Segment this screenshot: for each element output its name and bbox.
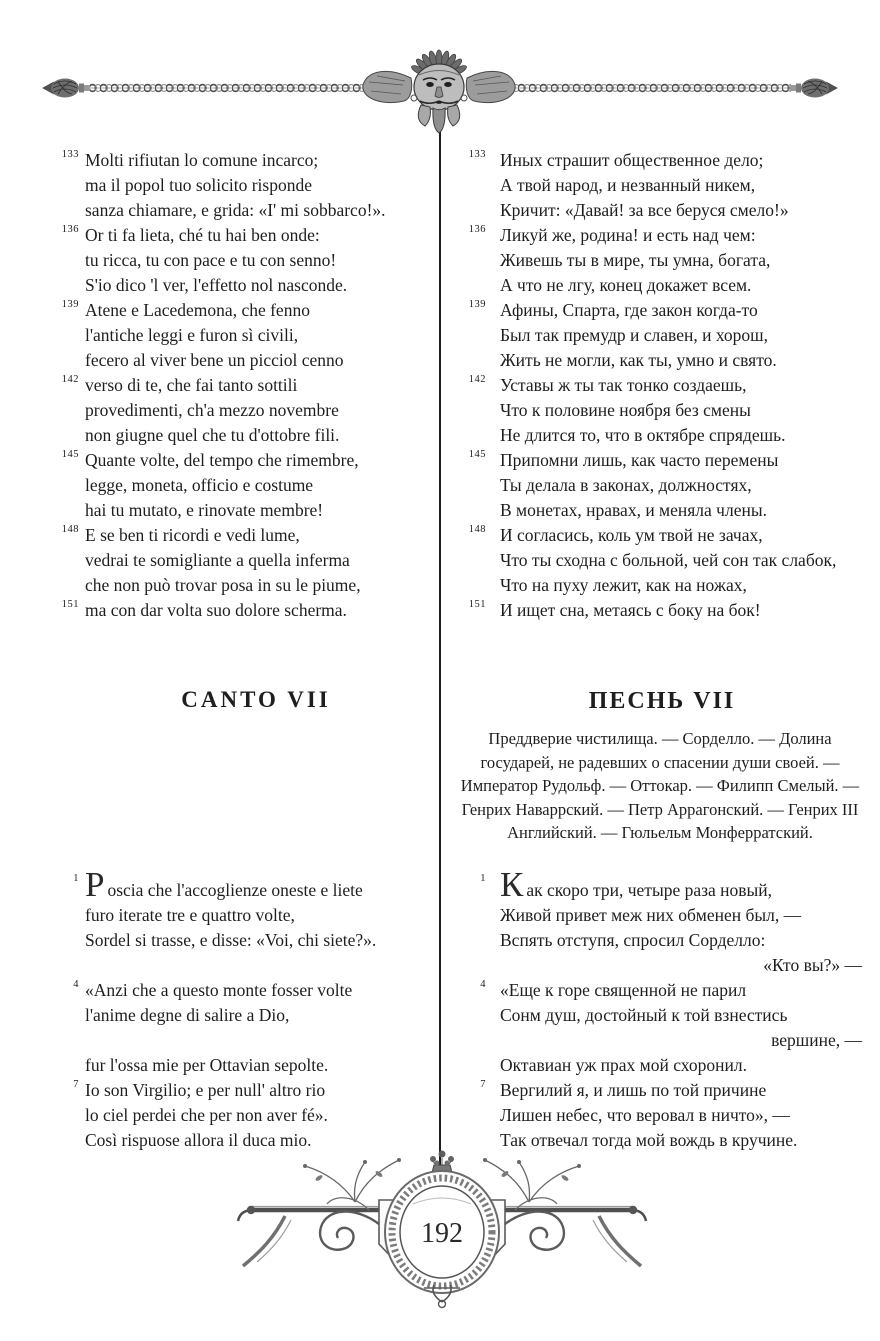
verse-line-text: oscia che l'accoglienze oneste e liete <box>107 880 363 900</box>
argument-line: государей, не радевших о спасении души своей. — <box>480 752 840 772</box>
verse-line <box>85 865 431 904</box>
verse-line: fur l'ossa mie per Ottavian sepolte. <box>85 1055 329 1075</box>
verse-line: Был так премудр и славен, и хорош, <box>500 325 769 345</box>
verse-number: 151 <box>468 599 486 610</box>
tercet <box>55 523 431 598</box>
footer-scrollwork-right <box>475 1158 646 1266</box>
italian-column-bottom <box>55 865 431 1153</box>
verse-line: E se ben ti ricordi e vedi lume, <box>85 525 300 545</box>
verse-line <box>85 953 431 978</box>
verse-line: Or ti fa lieta, ché tu hai ben onde: <box>85 225 320 245</box>
verse-number: 148 <box>468 524 486 535</box>
mask-wing-right <box>466 71 515 102</box>
verse-line: ma il popol tuo solicito risponde <box>85 175 312 195</box>
tercet <box>462 148 862 223</box>
verse-line: Ты делала в законах, должностях, <box>500 475 752 495</box>
russian-column-top <box>462 148 862 623</box>
tercet <box>55 598 431 623</box>
argument-line: Император Рудольф. — Оттокар. — Филипп Смелый. — <box>460 776 860 795</box>
verse-line <box>85 1028 431 1053</box>
column-divider-rule <box>439 115 441 1173</box>
verse-line: Что ты сходна с больной, чей сон так слабок, <box>500 550 837 570</box>
tercet <box>55 1078 431 1153</box>
verse-number: 142 <box>468 374 486 385</box>
canto-heading-russian: ПЕСНЬ VII <box>588 687 736 714</box>
italian-column-top <box>55 148 431 623</box>
tercet <box>462 373 862 448</box>
footer-cartouche-ornament <box>227 1150 657 1310</box>
tercet <box>462 598 862 623</box>
verse-line: Io son Virgilio; e per null' altro rio <box>85 1080 326 1100</box>
verse-line: S'io dico 'l ver, l'effetto nol nasconde. <box>85 275 348 295</box>
verse-line: lo ciel perdei che per non aver fé». <box>85 1105 328 1125</box>
verse-line: «Еще к горе священной не парил <box>500 980 747 1000</box>
tercet <box>55 865 431 978</box>
verse-line: Припомни лишь, как часто перемены <box>500 450 779 470</box>
argument-line: Генрих Наваррский. — Петр Аррагонский. — Генрих III <box>461 799 859 819</box>
canto-heading-italian: CANTO VII <box>181 687 331 713</box>
verse-line: provedimenti, ch'a mezzo novembre <box>85 400 339 420</box>
verse-line-text: ак скоро три, четыре раза новый, <box>526 880 773 900</box>
tercet <box>462 865 862 978</box>
verse-line: А твой народ, и незванный никем, <box>500 175 756 195</box>
verse-line: furo iterate tre e quattro volte, <box>85 905 295 925</box>
tercet <box>55 223 431 298</box>
verse-number: 142 <box>61 374 79 385</box>
verse-line: Жить не могли, как ты, умно и свято. <box>500 350 777 370</box>
braided-rule-left <box>89 82 389 94</box>
pinecone-finial-left-icon <box>42 79 90 98</box>
verse-number: 7 <box>480 1079 486 1090</box>
verse-line: «Anzi che a questo monte fosser volte <box>85 980 353 1000</box>
verse-line: Живой привет меж них обменен был, — <box>500 905 802 925</box>
tercet <box>55 148 431 223</box>
tercet <box>462 223 862 298</box>
verse-number: 133 <box>468 149 486 160</box>
verse-number: 145 <box>468 449 486 460</box>
verse-number: 136 <box>468 224 486 235</box>
verse-line: ma con dar volta suo dolore scherma. <box>85 600 347 620</box>
verse-line: Лишен небес, что веровал в ничто», — <box>500 1105 790 1125</box>
verse-line <box>500 865 862 904</box>
tercet <box>462 523 862 598</box>
verse-line: vedrai te somigliante a quella inferma <box>85 550 350 570</box>
footer-medallion <box>385 1171 499 1293</box>
verse-line: Уставы ж ты так тонко создаешь, <box>500 375 747 395</box>
verse-line: che non può trovar posa in su le piume, <box>85 575 361 595</box>
verse-line: tu ricca, tu con pace e tu con senno! <box>85 250 337 270</box>
tercet <box>55 373 431 448</box>
verse-line: Не длится то, что в октябре спрядешь. <box>500 425 786 445</box>
verse-line: Афины, Спарта, где закон когда-то <box>500 300 758 320</box>
russian-column-bottom <box>462 865 862 1153</box>
mask-wing-left <box>363 71 412 102</box>
verse-line: legge, moneta, officio e costume <box>85 475 314 495</box>
verse-line: Вспять отступя, спросил Сорделло: <box>500 930 766 950</box>
verse-line: Что на пуху лежит, как на ножах, <box>500 575 747 595</box>
verse-line: вершине, — <box>771 1030 862 1050</box>
verse-number: 139 <box>468 299 486 310</box>
verse-line: Кричит: «Давай! за все беруся смело!» <box>500 200 789 220</box>
verse-line: Atene e Lacedemona, che fenno <box>85 300 310 320</box>
verse-line: Живешь ты в мире, ты умна, богата, <box>500 250 771 270</box>
verse-line: В монетах, нравах, и меняла члены. <box>500 500 767 520</box>
verse-line: Октавиан уж прах мой схоронил. <box>500 1055 747 1075</box>
verse-line: Что к половине ноября без смены <box>500 400 751 420</box>
verse-line: Сонм душ, достойный к той взнестись <box>500 1005 788 1025</box>
verse-line: fecero al viver bene un picciol cenno <box>85 350 344 370</box>
verse-line: l'anime degne di salire a Dio, <box>85 1005 290 1025</box>
verse-line: А что не лгу, конец докажет всем. <box>500 275 752 295</box>
header-ornament <box>37 45 843 135</box>
verse-line: hai tu mutato, e rinovate membre! <box>85 500 324 520</box>
tercet <box>55 448 431 523</box>
verse-number: 4 <box>480 979 486 990</box>
verse-number: 139 <box>61 299 79 310</box>
verse-line: non giugne quel che tu d'ottobre fili. <box>85 425 340 445</box>
drop-cap-initial: P <box>85 865 105 904</box>
verse-number: 145 <box>61 449 79 460</box>
footer-pendant <box>424 1285 460 1308</box>
verse-number: 1 <box>480 873 486 884</box>
tercet <box>462 448 862 523</box>
verse-line: Sordel si trasse, e disse: «Voi, chi siete?». <box>85 930 377 950</box>
verse-line: Quante volte, del tempo che rimembre, <box>85 450 359 470</box>
verse-line: sanza chiamare, e grida: «I' mi sobbarco!». <box>85 200 386 220</box>
verse-line: Molti rifiutan lo comune incarco; <box>85 150 319 170</box>
verse-line: Иных страшит общественное дело; <box>500 150 764 170</box>
verse-number: 136 <box>61 224 79 235</box>
verse-number: 151 <box>61 599 79 610</box>
drop-cap-initial: К <box>500 865 524 904</box>
grotesque-mask-icon <box>363 49 515 133</box>
verse-line: Così rispuose allora il duca mio. <box>85 1130 312 1150</box>
verse-line: verso di te, che fai tanto sottili <box>85 375 298 395</box>
tercet <box>462 298 862 373</box>
tercet <box>462 978 862 1078</box>
footer-scrollwork-left <box>238 1158 409 1266</box>
braided-rule-right <box>491 82 791 94</box>
verse-number: 133 <box>61 149 79 160</box>
verse-line: «Кто вы?» — <box>763 955 862 975</box>
tercet <box>462 1078 862 1153</box>
canto-argument <box>458 727 862 845</box>
verse-line: Вергилий я, и лишь по той причине <box>500 1080 767 1100</box>
argument-line: Преддверие чистилища. — Сорделло. — Долина <box>488 729 832 748</box>
page-number: 192 <box>421 1218 463 1249</box>
verse-number: 1 <box>73 873 79 884</box>
verse-line: Так отвечал тогда мой вождь в кручине. <box>500 1130 798 1150</box>
tercet <box>55 298 431 373</box>
verse-number: 148 <box>61 524 79 535</box>
verse-line: И согласись, коль ум твой не зачах, <box>500 525 763 545</box>
verse-line: l'antiche leggi e furon sì civili, <box>85 325 299 345</box>
verse-number: 7 <box>73 1079 79 1090</box>
pinecone-finial-right-icon <box>790 79 838 98</box>
verse-line: Ликуй же, родина! и есть над чем: <box>500 225 756 245</box>
argument-line: Английский. — Гюльельм Монферратский. <box>507 823 813 842</box>
verse-line: И ищет сна, метаясь с боку на бок! <box>500 600 761 620</box>
tercet <box>55 978 431 1078</box>
verse-number: 4 <box>73 979 79 990</box>
